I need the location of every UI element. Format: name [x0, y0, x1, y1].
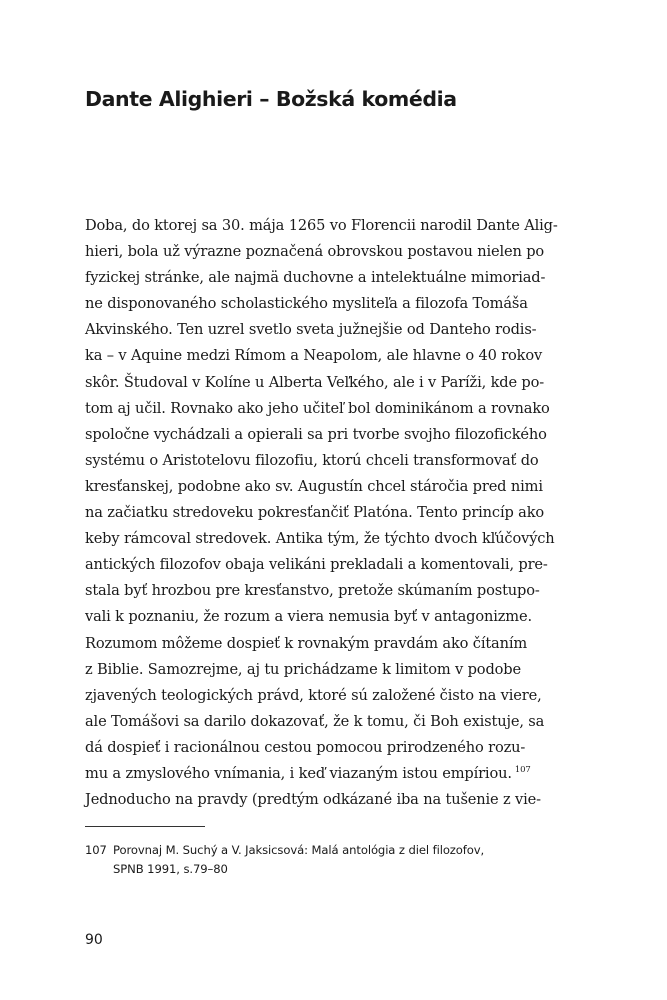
text-line: systému o Aristotelovu filozofiu, ktorú chceli transformovať do: [85, 451, 539, 469]
text-line: antických filozofov obaja velikáni prekladali a komentovali, pre-: [85, 556, 548, 574]
footnote-separator: [85, 826, 205, 827]
text-line: kresťanskej, podobne ako sv. Augustín chcel stáročia pred nimi: [85, 477, 543, 495]
text-line: dá dospieť i racionálnou cestou pomocou prirodzeného rozu-: [85, 738, 526, 756]
text-line: Doba, do ktorej sa 30. mája 1265 vo Florencii narodil Dante Alig-: [85, 217, 558, 234]
text-line: vali k poznaniu, že rozum a viera nemusia byť v antagonizme.: [85, 608, 532, 626]
footnote-number: 107: [85, 843, 107, 857]
text-line: [85, 761, 585, 787]
footnote-text: [113, 841, 555, 879]
text-line: keby rámcoval stredovek. Antika tým, že týchto dvoch kľúčových: [85, 530, 555, 548]
text-line: ka – v Aquine medzi Rímom a Neapolom, ale hlavne o 40 rokov: [85, 347, 543, 365]
text-line: zjavených teologických právd, ktoré sú založené čisto na viere,: [85, 686, 542, 704]
footnote-line: SPNB 1991, s.79–80: [113, 862, 228, 876]
text-line: skôr. Študoval v Kolíne u Alberta Veľkého, ale i v Paríži, kde po-: [85, 373, 545, 391]
text-line: stala byť hrozbou pre kresťanstvo, pretože skúmaním postupo-: [85, 582, 540, 600]
text-line: Akvinského. Ten uzrel svetlo sveta južnejšie od Danteho rodis-: [85, 321, 537, 339]
footnote-reference[interactable]: 107: [514, 764, 531, 775]
text-line: ne disponovaného scholastického mysliteľa a filozofa Tomáša: [85, 295, 528, 313]
text-line: hieri, bola už výrazne poznačená obrovskou postavou nielen po: [85, 243, 545, 261]
text-line: Rozumom môžeme dospieť k rovnakým pravdám ako čítaním: [85, 634, 528, 652]
text-line: tom aj učil. Rovnako ako jeho učiteľ bol dominikánom a rovnako: [85, 399, 550, 417]
footnote: [85, 841, 555, 879]
text-line: na začiatku stredoveku pokresťančiť Platóna. Tento princíp ako: [85, 504, 545, 522]
text-line: fyzickej stránke, ale najmä duchovne a intelektuálne mimoriad-: [85, 269, 546, 287]
text-line: z Biblie. Samozrejme, aj tu prichádzame k limitom v podobe: [85, 660, 521, 678]
page-number: 90: [85, 932, 103, 948]
text-line: Jednoducho na pravdy (predtým odkázané iba na tušenie z vie-: [85, 791, 541, 809]
body-text: [85, 213, 585, 813]
text-line: spoločne vychádzali a opierali sa pri tvorbe svojho filozofického: [85, 425, 547, 443]
text-line: ale Tomášovi sa darilo dokazovať, že k tomu, či Boh existuje, sa: [85, 712, 545, 730]
chapter-title: Dante Alighieri – Božská komédia: [85, 87, 457, 111]
text-line-content: mu a zmyslového vnímania, i keď viazaným istou empíriou.: [85, 764, 512, 782]
footnote-line: Porovnaj M. Suchý a V. Jaksicsová: Malá antológia z diel filozofov,: [113, 843, 485, 857]
